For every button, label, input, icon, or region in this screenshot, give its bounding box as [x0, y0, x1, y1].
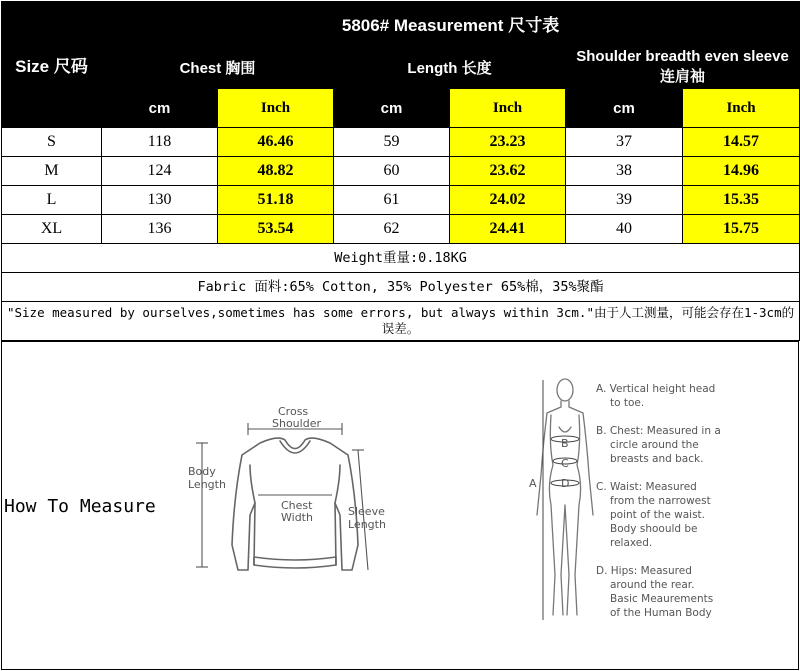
- legend-b-line: circle around the: [610, 439, 699, 451]
- table-row: [2, 128, 800, 157]
- shoulder-inch-cell: 14.57: [683, 128, 800, 157]
- shoulder-inch-cell: 15.75: [683, 215, 800, 244]
- shoulder-cm-cell: 40: [566, 215, 683, 244]
- shoulder-label-2: Shoulder: [272, 417, 321, 430]
- unit-cm: cm: [566, 89, 683, 128]
- shoulder-cm-cell: 39: [566, 186, 683, 215]
- legend-a: [596, 382, 746, 410]
- length-cm-cell: 59: [334, 128, 450, 157]
- body-length-label-1: Body: [188, 465, 216, 478]
- shoulder-cm-cell: 37: [566, 128, 683, 157]
- length-header: Length 长度: [334, 46, 566, 89]
- chest-inch-cell: 53.54: [218, 215, 334, 244]
- size-header: Size 尺码: [2, 2, 102, 128]
- length-cm-cell: 62: [334, 215, 450, 244]
- unit-cm: cm: [334, 89, 450, 128]
- chest-header: Chest 胸围: [102, 46, 334, 89]
- chest-inch-cell: 48.82: [218, 157, 334, 186]
- chest-cm-cell: 130: [102, 186, 218, 215]
- letter-c: C: [561, 457, 569, 470]
- chest-inch-cell: 51.18: [218, 186, 334, 215]
- table-row: [2, 186, 800, 215]
- chest-inch-cell: 46.46: [218, 128, 334, 157]
- legend-c-line: relaxed.: [610, 537, 653, 549]
- how-to-measure-label: How To Measure: [4, 496, 156, 517]
- letter-b: B: [561, 437, 569, 450]
- letter-d: D: [561, 477, 570, 490]
- size-table: [1, 1, 800, 341]
- shoulder-inch-cell: 15.35: [683, 186, 800, 215]
- table-row: [2, 157, 800, 186]
- legend-a-line: A. Vertical height head: [596, 383, 716, 395]
- sleeve-length-label-1: Sleeve: [348, 505, 385, 518]
- length-inch-cell: 23.23: [450, 128, 566, 157]
- length-cm-cell: 61: [334, 186, 450, 215]
- shoulder-inch-cell: 14.96: [683, 157, 800, 186]
- unit-cm: cm: [102, 89, 218, 128]
- legend-b-line: breasts and back.: [610, 453, 704, 465]
- length-inch-cell: 24.02: [450, 186, 566, 215]
- length-inch-cell: 23.62: [450, 157, 566, 186]
- unit-inch: Inch: [218, 89, 334, 128]
- shoulder-header-line1: Shoulder breadth even sleeve: [576, 48, 789, 65]
- cross-label-1: Cross: [278, 405, 309, 418]
- legend-d-line: of the Human Body: [610, 607, 712, 619]
- size-cell: S: [2, 128, 102, 157]
- table-title: 5806# Measurement 尺寸表: [102, 2, 800, 46]
- legend-b: [596, 424, 746, 466]
- legend-a-line: to toe.: [610, 397, 645, 409]
- weight-row: Weight重量:0.18KG: [2, 244, 800, 273]
- body-length-label-2: Length: [188, 478, 226, 491]
- legend-d-line: D. Hips: Measured: [596, 565, 692, 577]
- length-cm-cell: 60: [334, 157, 450, 186]
- measurement-note: "Size measured by ourselves,sometimes has some errors, but always within 3cm."由于人工测量，可能会存在1-3cm的误差。: [2, 302, 800, 341]
- legend-d: [596, 564, 746, 620]
- unit-inch: Inch: [683, 89, 800, 128]
- legend-c: [596, 480, 746, 550]
- shoulder-header: [566, 46, 800, 89]
- unit-inch: Inch: [450, 89, 566, 128]
- shoulder-cm-cell: 38: [566, 157, 683, 186]
- legend-b-line: B. Chest: Measured in a: [596, 425, 721, 437]
- size-cell: M: [2, 157, 102, 186]
- letter-a: A: [529, 477, 537, 490]
- chest-cm-cell: 136: [102, 215, 218, 244]
- legend-d-line: around the rear.: [610, 579, 695, 591]
- chest-width-label-2: Width: [281, 511, 313, 524]
- legend-d-line: Basic Meaurements: [610, 593, 714, 605]
- chest-width-label-1: Chest: [281, 499, 313, 512]
- legend-c-line: from the narrowest: [610, 495, 711, 507]
- legend-c-line: C. Waist: Measured: [596, 481, 697, 493]
- sweater-diagram: [180, 395, 410, 595]
- chest-cm-cell: 124: [102, 157, 218, 186]
- legend-c-line: Body shoould be: [610, 523, 698, 535]
- table-row: [2, 215, 800, 244]
- chest-cm-cell: 118: [102, 128, 218, 157]
- shoulder-header-line2: 连肩袖: [660, 68, 706, 85]
- size-cell: XL: [2, 215, 102, 244]
- sleeve-length-label-2: Length: [348, 518, 386, 531]
- size-cell: L: [2, 186, 102, 215]
- fabric-row: Fabric 面料:65% Cotton, 35% Polyester 65%棉，35%聚酯: [2, 273, 800, 302]
- legend-c-line: point of the waist.: [610, 509, 706, 521]
- length-inch-cell: 24.41: [450, 215, 566, 244]
